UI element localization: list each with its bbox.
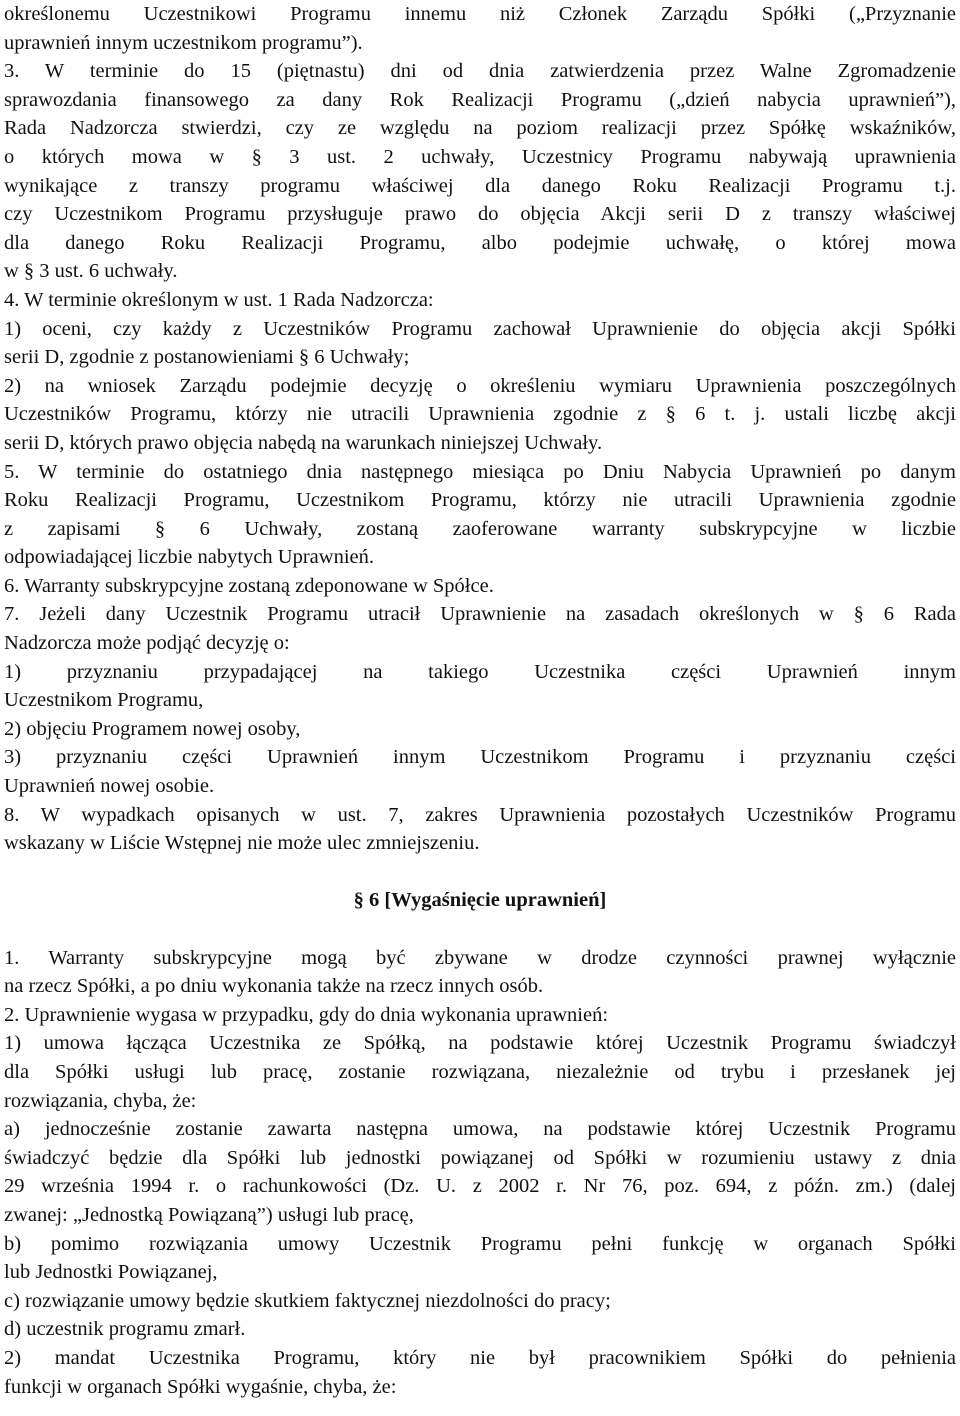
text-line: czy Uczestnikom Programu przysługuje prawo do objęcia Akcji serii D z transzy właściwej (4, 203, 956, 226)
text-line: dla danego Roku Realizacji Programu, albo podejmie uchwałę, o której mowa (4, 231, 956, 254)
document-body (4, 0, 956, 858)
text-line: 4. W terminie określonym w ust. 1 Rada Nadzorcza: (4, 288, 434, 311)
text-line: 1. Warranty subskrypcyjne mogą być zbywane w drodze czynności prawnej wyłącznie (4, 946, 956, 969)
text-line: Nadzorcza może podjąć decyzję o: (4, 632, 290, 655)
text-line: 5. W terminie do ostatniego dnia następnego miesiąca po Dniu Nabycia Uprawnień po danym (4, 460, 956, 483)
text-line: z zapisami § 6 Uchwały, zostaną zaoferowane warranty subskrypcyjne w liczbie (4, 517, 956, 540)
text-line: serii D, których prawo objęcia nabędą na warunkach niniejszej Uchwały. (4, 431, 603, 454)
text-line: c) rozwiązanie umowy będzie skutkiem faktycznej niezdolności do pracy; (4, 1289, 611, 1312)
document-body-continued (4, 944, 956, 1402)
text-line: 29 września 1994 r. o rachunkowości (Dz. U. z 2002 r. Nr 76, poz. 694, z późn. zm.) (dalej (4, 1175, 956, 1198)
text-line: serii D, zgodnie z postanowieniami § 6 Uchwały; (4, 346, 410, 369)
text-line: świadczyć będzie dla Spółki lub jednostki powiązanej od Spółki w rozumieniu ustawy z dnia (4, 1146, 956, 1169)
text-line: lub Jednostki Powiązanej, (4, 1261, 218, 1284)
text-line: rozwiązania, chyba, że: (4, 1089, 197, 1112)
text-line: Uczestnikom Programu, (4, 689, 204, 712)
text-line: wskazany w Liście Wstępnej nie może ulec zmniejszeniu. (4, 832, 480, 855)
text-line: 8. W wypadkach opisanych w ust. 7, zakres Uprawnienia pozostałych Uczestników Programu (4, 803, 956, 826)
text-line: zwanej: „Jednostką Powiązaną”) usługi lub pracę, (4, 1203, 414, 1226)
text-line: a) jednocześnie zostanie zawarta następna umowa, na podstawie której Uczestnik Programu (4, 1118, 956, 1141)
text-line: 2) objęciu Programem nowej osoby, (4, 717, 301, 740)
text-line: dla Spółki usługi lub pracę, zostanie rozwiązana, niezależnie od trybu i przesłanek jej (4, 1060, 956, 1083)
text-line: d) uczestnik programu zmarł. (4, 1318, 246, 1341)
text-line: 1) przyznaniu przypadającej na takiego Uczestnika części Uprawnień innym (4, 660, 956, 683)
text-line: 2) na wniosek Zarządu podejmie decyzję o określeniu wymiaru Uprawnienia poszczególnych (4, 374, 956, 397)
section-heading: § 6 [Wygaśnięcie uprawnień] (353, 889, 607, 912)
text-line: odpowiadającej liczbie nabytych Uprawnień. (4, 546, 374, 569)
text-line: 2. Uprawnienie wygasa w przypadku, gdy do dnia wykonania uprawnień: (4, 1003, 609, 1026)
text-line: Uprawnień nowej osobie. (4, 775, 215, 798)
text-line: Uczestników Programu, którzy nie utracili Uprawnienia zgodnie z § 6 t. j. ustali liczbę akcji (4, 403, 956, 426)
text-line: na rzecz Spółki, a po dniu wykonania także na rzecz innych osób. (4, 975, 544, 998)
text-line: 1) umowa łącząca Uczestnika ze Spółką, na podstawie której Uczestnik Programu świadczył (4, 1032, 956, 1055)
text-line: funkcji w organach Spółki wygaśnie, chyba, że: (4, 1375, 397, 1398)
text-line: 3) przyznaniu części Uprawnień innym Uczestnikom Programu i przyznaniu części (4, 746, 956, 769)
document-page (4, 0, 956, 1401)
text-line: Rada Nadzorcza stwierdzi, czy ze względu na poziom realizacji przez Spółkę wskaźników, (4, 117, 956, 140)
text-line: o których mowa w § 3 ust. 2 uchwały, Uczestnicy Programu nabywają uprawnienia (4, 145, 956, 168)
text-line: sprawozdania finansowego za dany Rok Realizacji Programu („dzień nabycia uprawnień”), (4, 88, 956, 111)
text-line: uprawnień innym uczestnikom programu”). (4, 31, 363, 54)
text-line: określonemu Uczestnikowi Programu innemu niż Członek Zarządu Spółki („Przyznanie (4, 3, 956, 25)
text-line: b) pomimo rozwiązania umowy Uczestnik Programu pełni funkcję w organach Spółki (4, 1232, 956, 1255)
spacer (4, 858, 956, 887)
text-line: 1) oceni, czy każdy z Uczestników Programu zachował Uprawnienie do objęcia akcji Spółki (4, 317, 956, 340)
text-line: w § 3 ust. 6 uchwały. (4, 260, 178, 283)
text-line: 2) mandat Uczestnika Programu, który nie był pracownikiem Spółki do pełnienia (4, 1346, 956, 1369)
text-line: wynikające z transzy programu właściwej dla danego Roku Realizacji Programu t.j. (4, 174, 956, 197)
text-line: Roku Realizacji Programu, Uczestnikom Programu, którzy nie utracili Uprawnienia zgodnie (4, 489, 956, 512)
spacer (4, 915, 956, 944)
text-line: 7. Jeżeli dany Uczestnik Programu utracił Uprawnienie na zasadach określonych w § 6 Rada (4, 603, 956, 626)
text-line: 3. W terminie do 15 (piętnastu) dni od dnia zatwierdzenia przez Walne Zgromadzenie (4, 60, 956, 83)
text-line: 6. Warranty subskrypcyjne zostaną zdeponowane w Spółce. (4, 574, 494, 597)
